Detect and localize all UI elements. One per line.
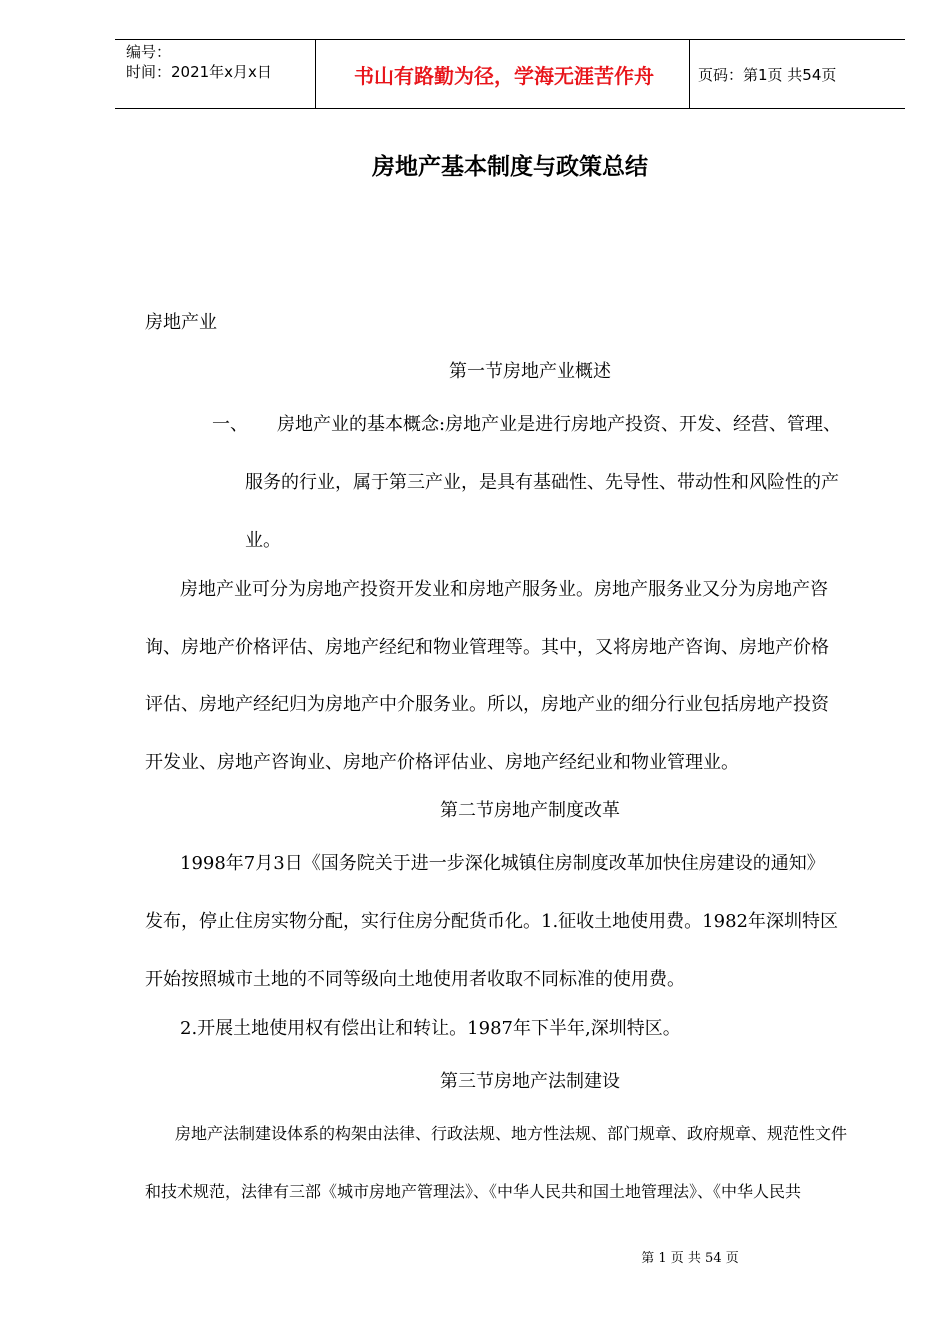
header-motto: 书山有路勤为径，学海无涯苦作舟 — [354, 64, 654, 88]
paragraph-line: 业。 — [245, 530, 281, 551]
paragraph-line: 1998年7月3日《国务院关于进一步深化城镇住房制度改革加快住房建设的通知》 — [180, 853, 825, 874]
header-divider — [315, 40, 316, 108]
paragraph-line: 开发业、房地产咨询业、房地产价格评估业、房地产经纪业和物业管理业。 — [145, 752, 739, 773]
paragraph-line: 2.开展土地使用权有偿出让和转让。1987年下半年,深圳特区。 — [180, 1018, 681, 1039]
chapter-heading: 房地产业 — [145, 312, 217, 333]
document-title: 房地产基本制度与政策总结 — [372, 154, 648, 180]
paragraph-line: 发布，停止住房实物分配，实行住房分配货币化。1.征收土地使用费。1982年深圳特区 — [145, 911, 838, 932]
header-meta — [126, 42, 272, 82]
section-heading: 第三节房地产法制建设 — [440, 1071, 620, 1092]
page-header — [115, 39, 905, 109]
section-heading: 第一节房地产业概述 — [449, 361, 611, 382]
paragraph-line: 开始按照城市土地的不同等级向土地使用者收取不同标准的使用费。 — [145, 969, 685, 990]
paragraph-line: 房地产法制建设体系的构架由法律、行政法规、地方性法规、部门规章、政府规章、规范性文件 — [175, 1124, 848, 1143]
document-number-label: 编号： — [126, 43, 172, 61]
section-heading: 第二节房地产制度改革 — [440, 800, 620, 821]
document-time-label: 时间：2021年x月x日 — [126, 63, 272, 81]
paragraph-line: 询、房地产价格评估、房地产经纪和物业管理等。其中，又将房地产咨询、房地产价格 — [145, 637, 829, 658]
page-footer: 第 1 页 共 54 页 — [641, 1251, 739, 1266]
paragraph-line: 房地产业的基本概念:房地产业是进行房地产投资、开发、经营、管理、 — [277, 414, 842, 435]
paragraph-line: 和技术规范，法律有三部《城市房地产管理法》、《中华人民共和国土地管理法》、《中华人民共 — [145, 1182, 802, 1201]
list-marker: 一、 — [212, 414, 248, 435]
paragraph-line: 评估、房地产经纪归为房地产中介服务业。所以，房地产业的细分行业包括房地产投资 — [145, 694, 829, 715]
header-page-number: 页码：第1页 共54页 — [698, 66, 837, 84]
paragraph-line: 服务的行业，属于第三产业，是具有基础性、先导性、带动性和风险性的产 — [245, 472, 839, 493]
paragraph-line: 房地产业可分为房地产投资开发业和房地产服务业。房地产服务业又分为房地产咨 — [180, 579, 828, 600]
